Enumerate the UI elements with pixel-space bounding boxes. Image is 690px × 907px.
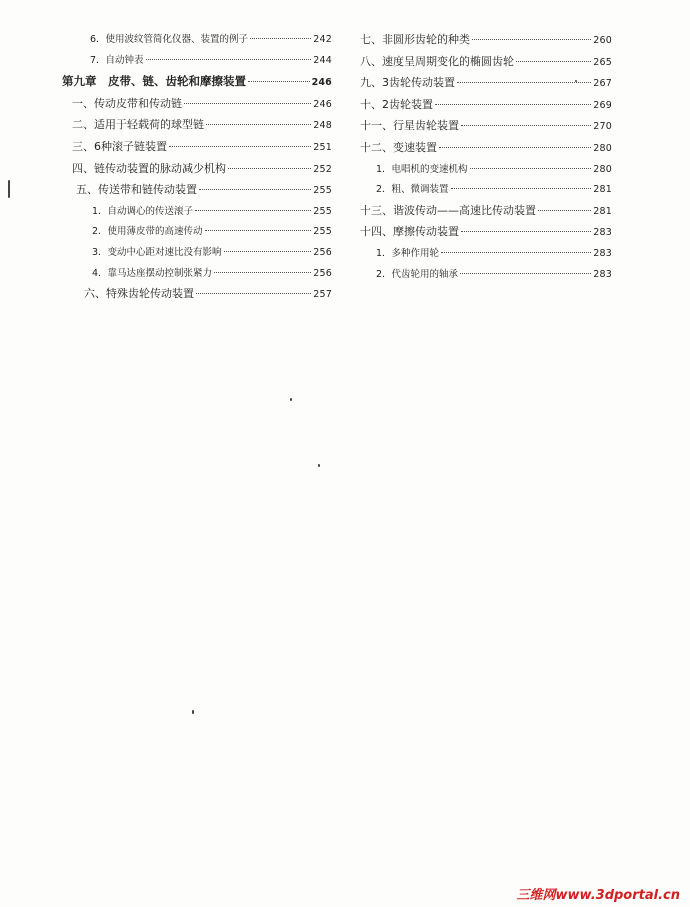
toc-entry-page: 283 bbox=[593, 268, 612, 280]
toc-right-column bbox=[360, 30, 612, 285]
dot-leader bbox=[250, 38, 311, 39]
toc-entry-page: 251 bbox=[313, 141, 332, 153]
toc-entry-title: 7．自动钟表 bbox=[90, 54, 144, 66]
toc-entry bbox=[360, 138, 612, 160]
toc-entry bbox=[360, 30, 612, 52]
toc-entry-page: 260 bbox=[593, 35, 612, 46]
toc-entry-page: 242 bbox=[313, 34, 332, 45]
dot-leader bbox=[214, 272, 311, 273]
toc-entry-title: 十二、变速装置 bbox=[360, 140, 437, 154]
toc-entry-title: 第九章 皮带、链、齿轮和摩擦装置 bbox=[62, 74, 246, 89]
toc-entry-page: 265 bbox=[593, 56, 612, 68]
toc-entry-title: 2．粗、微调装置 bbox=[376, 184, 449, 196]
toc-entry bbox=[360, 52, 612, 74]
dot-leader bbox=[146, 59, 312, 60]
toc-entry-page: 246 bbox=[311, 77, 332, 89]
dot-leader bbox=[435, 104, 591, 105]
toc-entry-title: 2．使用薄皮带的高速传动 bbox=[92, 226, 203, 238]
toc-entry bbox=[62, 137, 332, 159]
toc-entry bbox=[360, 222, 612, 244]
dot-leader bbox=[451, 188, 592, 189]
toc-entry-page: 252 bbox=[313, 163, 332, 175]
toc-entry bbox=[62, 222, 332, 243]
toc-entry bbox=[62, 202, 332, 223]
dot-leader bbox=[195, 210, 311, 211]
dot-leader bbox=[248, 81, 310, 82]
toc-entry-page: 255 bbox=[313, 205, 332, 217]
toc-entry-page: 269 bbox=[593, 99, 612, 111]
toc-entry-page: 255 bbox=[313, 185, 332, 197]
scan-speck bbox=[318, 464, 320, 467]
dot-leader bbox=[206, 124, 311, 125]
toc-entry bbox=[360, 201, 612, 223]
toc-entry bbox=[62, 243, 332, 264]
toc-entry-title: 三、6种滚子链装置 bbox=[72, 139, 167, 153]
toc-entry bbox=[360, 116, 612, 138]
toc-entry-title: 十四、摩擦传动装置 bbox=[360, 225, 459, 239]
dot-leader bbox=[538, 210, 591, 211]
toc-entry-title: 十、2齿轮装置 bbox=[360, 97, 433, 111]
scan-mark bbox=[8, 180, 10, 198]
toc-entry-title: 2．代齿轮用的轴承 bbox=[376, 268, 459, 280]
toc-entry-page: 270 bbox=[593, 121, 612, 133]
toc-entry bbox=[62, 30, 332, 51]
toc-entry bbox=[62, 115, 332, 137]
dot-leader bbox=[461, 231, 591, 232]
toc-entry-title: 五、传送带和链传动装置 bbox=[76, 183, 197, 197]
toc-entry-title: 八、速度呈周期变化的椭圆齿轮 bbox=[360, 54, 514, 68]
toc-entry-title: 二、适用于轻载荷的球型链 bbox=[72, 118, 204, 132]
toc-entry bbox=[360, 265, 612, 286]
toc-entry bbox=[62, 180, 332, 202]
toc-entry-page: 280 bbox=[593, 163, 612, 175]
toc-entry-page: 281 bbox=[593, 205, 612, 217]
toc-entry bbox=[360, 95, 612, 117]
toc-entry bbox=[62, 51, 332, 72]
toc-left-column bbox=[62, 30, 332, 306]
toc-entry-page: 283 bbox=[593, 227, 612, 239]
toc-entry bbox=[62, 284, 332, 306]
toc-entry-title: 1．电唱机的变速机构 bbox=[376, 163, 468, 175]
toc-entry bbox=[62, 71, 332, 94]
dot-leader bbox=[472, 39, 591, 40]
dot-leader bbox=[228, 168, 311, 169]
toc-entry bbox=[360, 73, 612, 95]
dot-leader bbox=[441, 252, 591, 253]
toc-entry bbox=[360, 180, 612, 201]
dot-leader bbox=[457, 82, 591, 83]
toc-entry bbox=[360, 160, 612, 181]
dot-leader bbox=[516, 61, 591, 62]
toc-entry-page: 280 bbox=[593, 142, 612, 154]
toc-entry bbox=[62, 94, 332, 116]
toc-entry bbox=[62, 159, 332, 181]
dot-leader bbox=[205, 230, 312, 231]
dot-leader bbox=[199, 189, 311, 190]
toc-entry-page: 267 bbox=[593, 78, 612, 90]
dot-leader bbox=[224, 251, 312, 252]
toc-entry-title: 七、非圆形齿轮的种类 bbox=[360, 33, 470, 46]
toc-entry-page: 281 bbox=[593, 184, 612, 196]
toc-entry-page: 248 bbox=[313, 120, 332, 132]
toc-entry-page: 256 bbox=[313, 267, 332, 279]
dot-leader bbox=[196, 293, 311, 294]
toc-entry-title: 1．自动调心的传送滚子 bbox=[92, 205, 194, 217]
toc-entry-page: 244 bbox=[313, 54, 332, 66]
dot-leader bbox=[470, 168, 592, 169]
toc-entry-page: 255 bbox=[313, 226, 332, 238]
toc-entry-title: 6．使用波纹管简化仪器、装置的例子 bbox=[90, 34, 249, 45]
toc-entry-title: 4．靠马达座摆动控制张紧力 bbox=[92, 267, 213, 279]
toc-entry-title: 四、链传动装置的脉动减少机构 bbox=[72, 161, 226, 175]
dot-leader bbox=[439, 147, 591, 148]
toc-entry bbox=[360, 244, 612, 265]
toc-entry bbox=[62, 264, 332, 285]
toc-entry-page: 256 bbox=[313, 246, 332, 258]
site-watermark: 三维网www.3dportal.cn bbox=[516, 888, 680, 903]
scan-speck bbox=[575, 80, 577, 82]
toc-entry-title: 九、3齿轮传动装置 bbox=[360, 76, 455, 90]
dot-leader bbox=[169, 146, 311, 147]
dot-leader bbox=[184, 103, 311, 104]
toc-entry-title: 六、特殊齿轮传动装置 bbox=[84, 287, 194, 301]
toc-entry-title: 1．多种作用轮 bbox=[376, 247, 440, 259]
scan-speck bbox=[192, 710, 194, 714]
toc-entry-title: 一、传动皮带和传动链 bbox=[72, 96, 182, 110]
toc-entry-title: 十三、谐波传动——高速比传动装置 bbox=[360, 203, 536, 217]
toc-entry-page: 257 bbox=[313, 289, 332, 301]
toc-entry-title: 十一、行星齿轮装置 bbox=[360, 119, 459, 133]
toc-entry-page: 283 bbox=[593, 247, 612, 259]
scan-speck bbox=[290, 398, 292, 401]
toc-entry-title: 3．变动中心距对速比没有影响 bbox=[92, 246, 222, 258]
toc-entry-page: 246 bbox=[313, 98, 332, 110]
dot-leader bbox=[460, 273, 591, 274]
dot-leader bbox=[461, 125, 591, 126]
